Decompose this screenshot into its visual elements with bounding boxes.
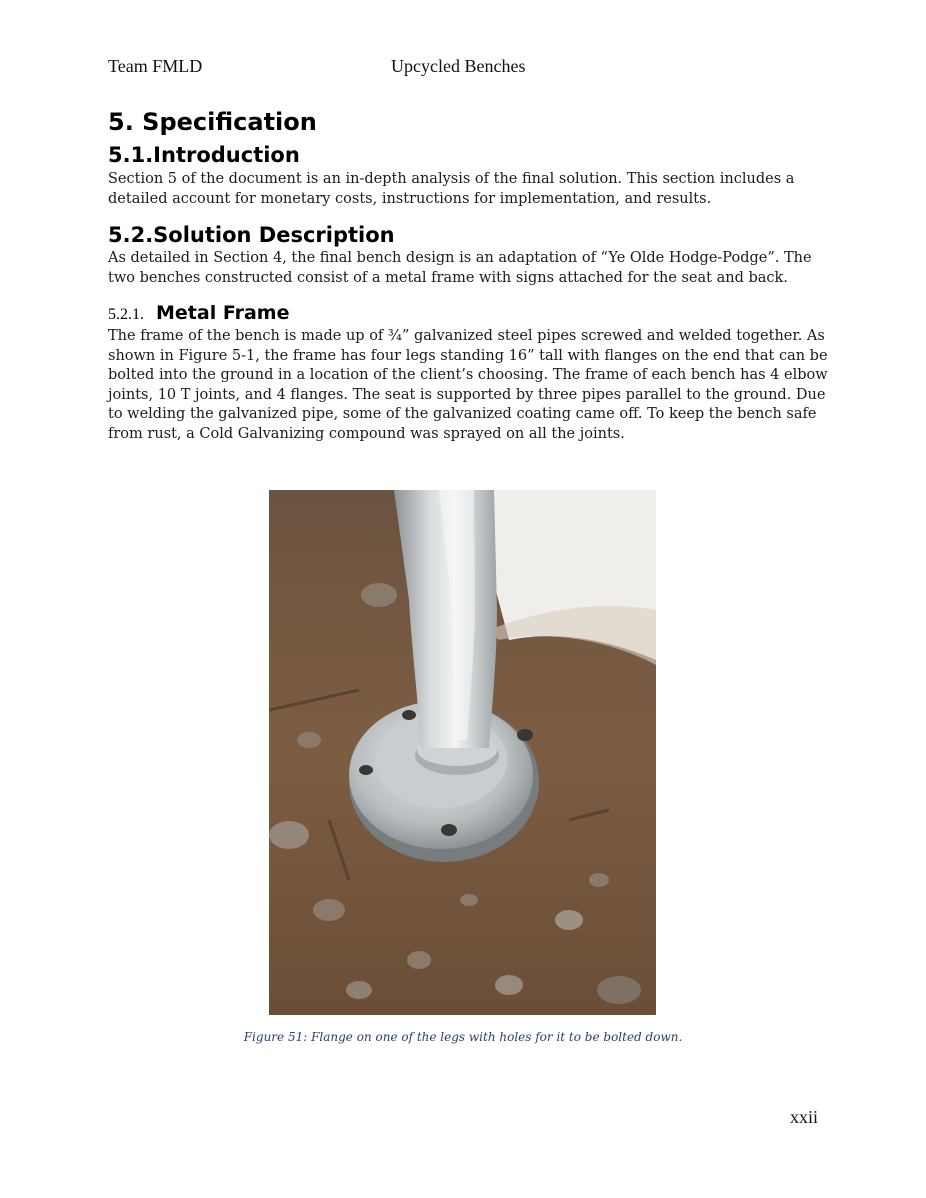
intro-heading: 5.1.Introduction: [108, 143, 300, 167]
metal-frame-paragraph: The frame of the bench is made up of ¾” galvanized steel pipes screwed and welded together. As shown in Figure 5-1, the frame has four legs standing 16” tall with flanges on the end that can be bolted into the ground in a location of the client’s choosing. The frame of each bench has 4 elbow joints, 10 T joints, and 4 flanges. The seat is supported by three pipes parallel to the ground. Due to welding the galvanized pipe, some of the galvanized coating came off. To keep the bench safe from rust, a Cold Galvanizing compound was sprayed on all the joints.: [108, 328, 828, 442]
header-team: Team FMLD: [108, 56, 203, 76]
subsection-number: 5.2.1.: [108, 306, 144, 323]
header-title: Upcycled Benches: [391, 56, 526, 76]
intro-paragraph: Section 5 of the document is an in-depth analysis of the final solution. This section includes a detailed account for monetary costs, instructions for implementation, and results.: [108, 171, 795, 207]
solution-paragraph: As detailed in Section 4, the final bench design is an adaptation of “Ye Olde Hodge-Podge”. The two benches constructed consist of a metal frame with signs attached for the seat and back.: [108, 250, 812, 286]
figure-caption: Figure 51: Flange on one of the legs with holes for it to be bolted down.: [243, 1030, 683, 1044]
solution-heading: 5.2.Solution Description: [108, 223, 395, 247]
flange-photo: [269, 490, 656, 1015]
metal-frame-heading: [108, 302, 289, 324]
subsection-title: Metal Frame: [156, 302, 290, 324]
section-title: 5. Specification: [108, 108, 317, 136]
page-number: xxii: [789, 1107, 818, 1127]
